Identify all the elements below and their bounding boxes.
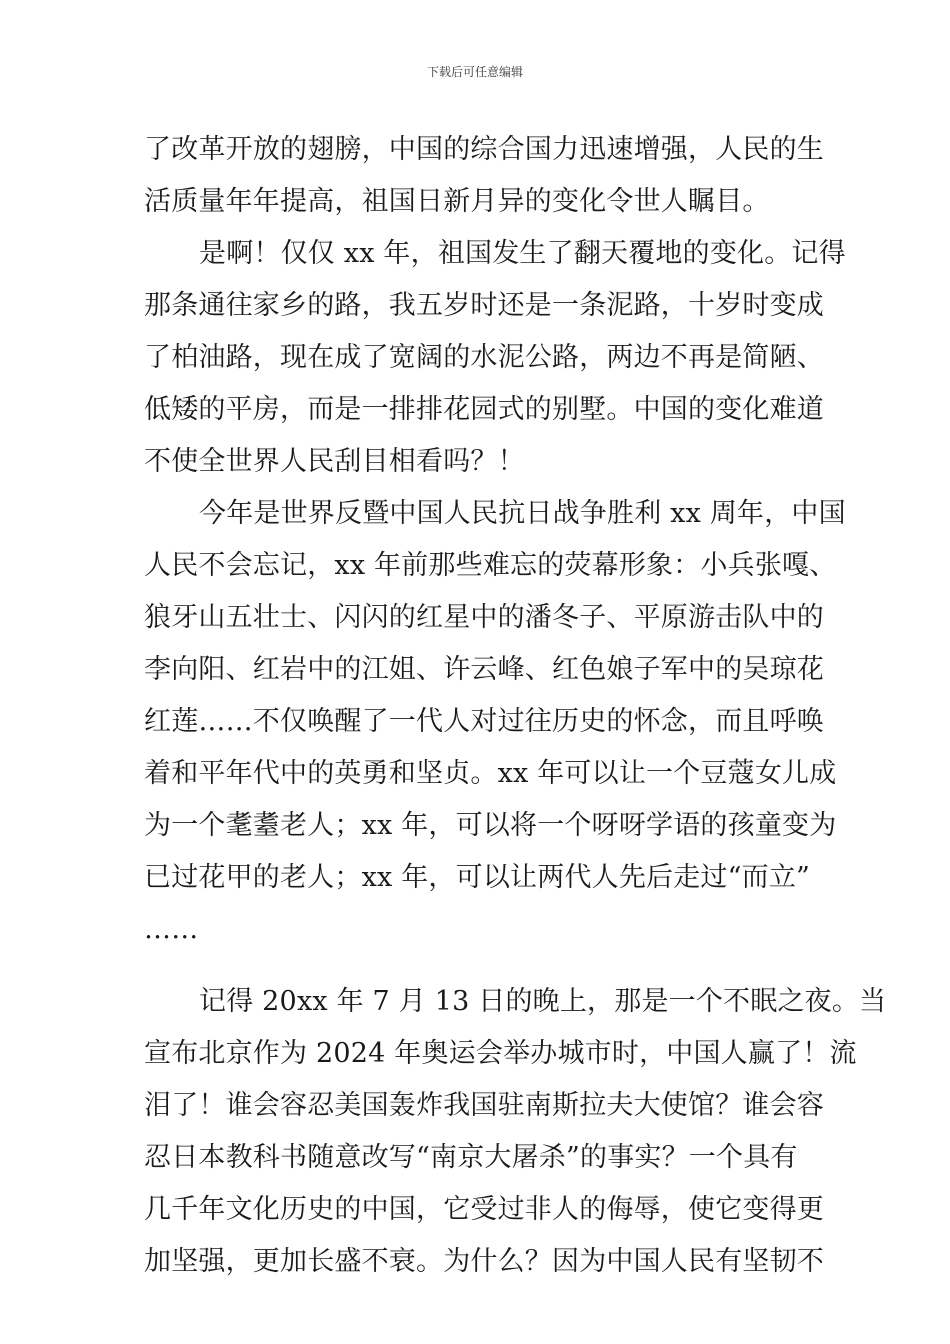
paragraph	[144, 124, 824, 228]
text-line: 了柏油路，现在成了宽阔的水泥公路，两边不再是简陋、	[144, 342, 824, 373]
text-line: 是啊！仅仅 xx 年，祖国发生了翻天覆地的变化。记得	[199, 238, 846, 269]
text-line: 几千年文化历史的中国，它受过非人的侮辱，使它变得更	[144, 1194, 824, 1225]
paragraph	[144, 488, 846, 956]
text-line: 加坚强，更加长盛不衰。为什么？因为中国人民有坚韧不	[144, 1246, 824, 1277]
paragraph-spacer	[144, 956, 808, 976]
text-line: 了改革开放的翅膀，中国的综合国力迅速增强，人民的生	[144, 134, 824, 165]
text-line: 不使全世界人民刮目相看吗？！	[144, 446, 525, 477]
text-line: 低矮的平房，而是一排排花园式的别墅。中国的变化难道	[144, 394, 824, 425]
text-line: 活质量年年提高，祖国日新月异的变化令世人瞩目。	[144, 186, 770, 217]
text-line: 为一个耄耋老人；xx 年，可以将一个呀呀学语的孩童变为	[144, 810, 837, 841]
text-line: 宣布北京作为 2024 年奥运会举办城市时，中国人赢了！流	[144, 1038, 857, 1069]
text-line: ……	[144, 914, 199, 945]
text-line: 着和平年代中的英勇和坚贞。xx 年可以让一个豆蔻女儿成	[144, 758, 837, 789]
text-line: 记得 20xx 年 7 月 13 日的晚上，那是一个不眠之夜。当	[199, 986, 887, 1017]
paragraph	[144, 976, 887, 1288]
text-line: 已过花甲的老人；xx 年，可以让两代人先后走过“而立”	[144, 862, 811, 893]
text-line: 那条通往家乡的路，我五岁时还是一条泥路，十岁时变成	[144, 290, 824, 321]
text-line: 红莲……不仅唤醒了一代人对过往历史的怀念，而且呼唤	[144, 706, 824, 737]
document-body	[144, 124, 887, 1288]
page-header-caption: 下载后可任意编辑	[426, 65, 523, 79]
paragraph	[144, 228, 846, 488]
text-line: 人民不会忘记，xx 年前那些难忘的荧幕形象：小兵张嘎、	[144, 550, 837, 581]
text-line: 忍日本教科书随意改写“南京大屠杀”的事实？一个具有	[144, 1142, 798, 1173]
text-line: 李向阳、红岩中的江姐、许云峰、红色娘子军中的吴琼花	[144, 654, 824, 685]
text-line: 今年是世界反暨中国人民抗日战争胜利 xx 周年，中国	[199, 498, 846, 529]
text-line: 泪了！谁会容忍美国轰炸我国驻南斯拉夫大使馆？谁会容	[144, 1090, 824, 1121]
text-line: 狼牙山五壮士、闪闪的红星中的潘冬子、平原游击队中的	[144, 602, 824, 633]
